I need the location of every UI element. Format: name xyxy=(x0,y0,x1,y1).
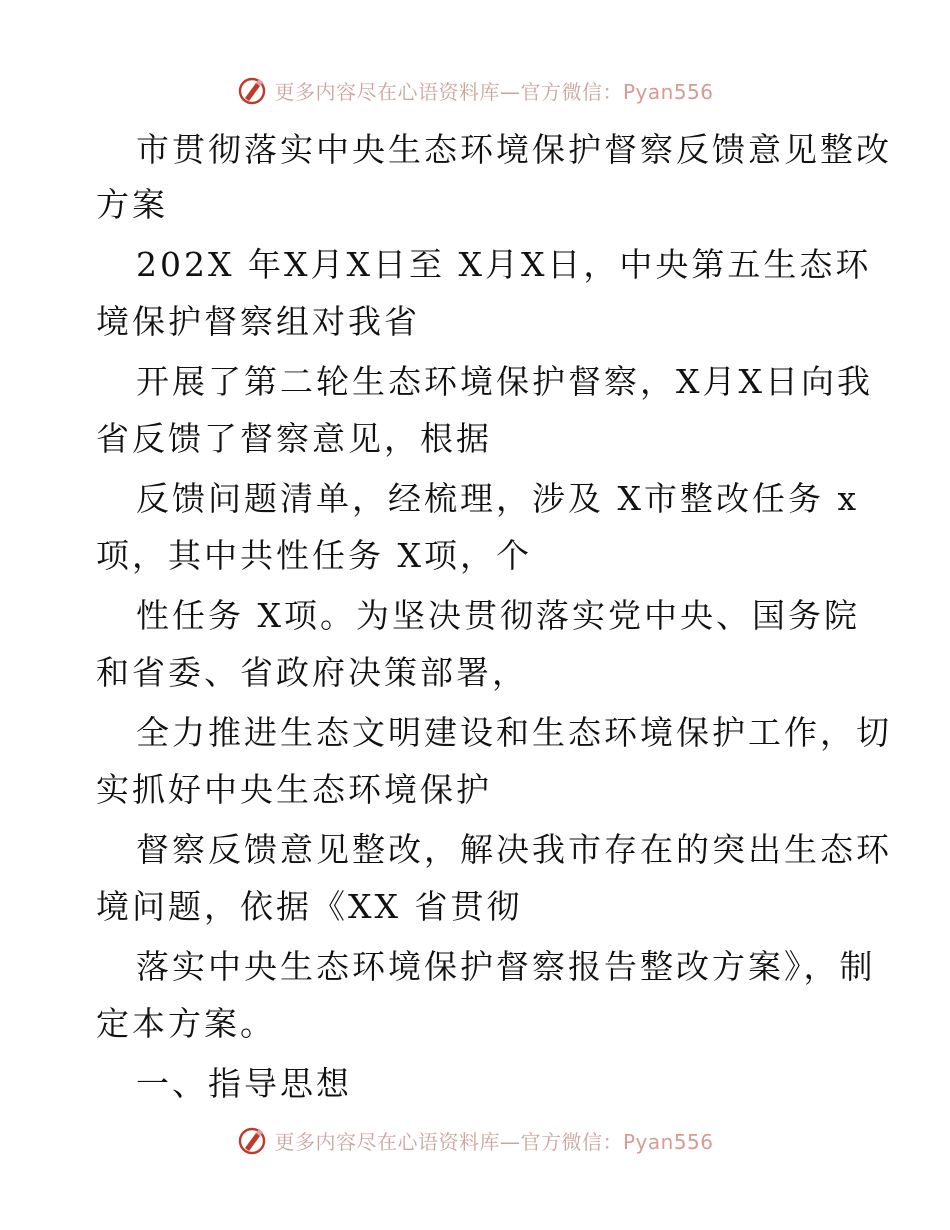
paragraph-line: 落实中央生态环境保护督察报告整改方案》，制 xyxy=(136,947,876,986)
paragraph-line: 省反馈了督察意见，根据 xyxy=(96,419,492,458)
header-watermark xyxy=(0,72,950,108)
pen-logo-icon xyxy=(236,1124,268,1156)
watermark-text xyxy=(274,1126,713,1155)
paragraph-line: 性任务 X项。为坚决贯彻落实党中央、国务院 xyxy=(136,596,860,635)
watermark-id: Pyan556 xyxy=(622,1129,714,1154)
pen-logo-icon xyxy=(236,74,268,106)
footer-watermark xyxy=(0,1122,950,1158)
paragraph-line: 境问题，依据《XX 省贯彻 xyxy=(96,887,523,926)
paragraph-line: 和省委、省政府决策部署， xyxy=(96,653,528,692)
paragraph-line: 202X 年X月X日至 X月X日，中央第五生态环 xyxy=(136,245,872,284)
watermark-cn: 更多内容尽在心语资料库—官方微信： xyxy=(274,79,623,104)
document-title-line-2: 方案 xyxy=(96,185,168,224)
paragraph-line: 开展了第二轮生态环境保护督察，X月X日向我 xyxy=(136,362,873,401)
paragraph-line: 定本方案。 xyxy=(96,1004,276,1043)
paragraph-line: 全力推进生态文明建设和生态环境保护工作，切 xyxy=(136,713,892,752)
paragraph-line: 反馈问题清单，经梳理，涉及 X市整改任务 x xyxy=(136,479,860,518)
paragraph-line: 实抓好中央生态环境保护 xyxy=(96,770,492,809)
paragraph-line: 项，其中共性任务 X项，个 xyxy=(96,536,532,575)
paragraph-line: 境保护督察组对我省 xyxy=(96,302,420,341)
watermark-id: Pyan556 xyxy=(622,79,714,104)
watermark-cn: 更多内容尽在心语资料库—官方微信： xyxy=(274,1129,623,1154)
document-title-line-1: 市贯彻落实中央生态环境保护督察反馈意见整改 xyxy=(136,130,892,169)
paragraph-line: 督察反馈意见整改，解决我市存在的突出生态环 xyxy=(136,830,892,869)
watermark-text xyxy=(274,76,713,105)
section-heading: 一、指导思想 xyxy=(136,1064,352,1103)
